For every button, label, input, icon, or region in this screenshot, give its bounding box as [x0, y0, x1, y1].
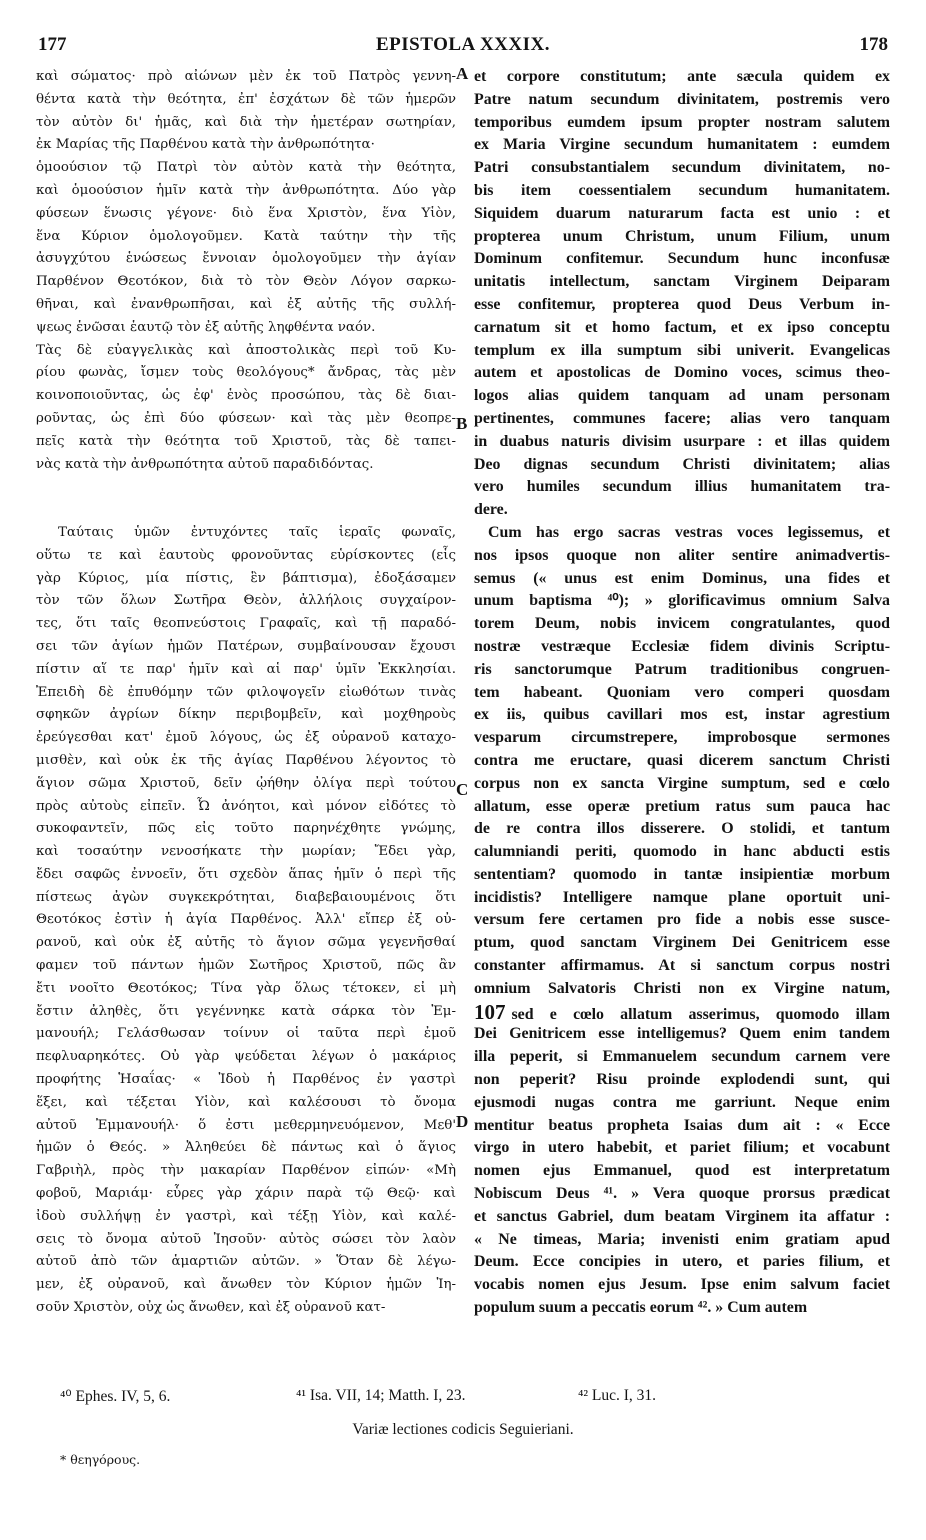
- page-number-right: 178: [859, 34, 888, 55]
- latin-line: non peperit? Risu proinde explodendi sunt, qui: [474, 1071, 890, 1089]
- latin-line: vocabis nomen ejus Jesum. Ipse enim salvum faciet: [474, 1276, 890, 1294]
- greek-line: πεφλυαρηκότες. Οὐ γὰρ ψεύδεται λέγων ὁ μακάριος: [36, 1049, 456, 1065]
- latin-line: ejusmodi nugas contra me garriunt. Neque enim: [474, 1093, 890, 1111]
- greek-line: Τὰς δὲ εὐαγγελικὰς καὶ ἀποστολικὰς περὶ τοῦ Κυ-: [36, 342, 456, 358]
- latin-line: et corpore constitutum; ante sæcula quidem ex: [474, 68, 890, 85]
- greek-line: πίστεως ἀγὼν συγκεκρότηται, διαβεβαιουμένοις ὅτι: [36, 889, 456, 905]
- greek-line: Θεοτόκος ἐστὶν ἡ ἁγία Παρθένος. Ἀλλ' εἴπερ ἐξ οὐ-: [36, 912, 456, 928]
- greek-line: Παρθένον Θεοτόκον, διὰ τὸ τὸν Θεὸν Λόγον σαρκω-: [36, 274, 456, 290]
- latin-line: Nobiscum Deus ⁴¹. » Vera quoque prorsus prædicat: [474, 1185, 890, 1203]
- latin-line: Deum. Ecce concipies in utero, et paries filium, et: [474, 1253, 890, 1271]
- latin-line: calumniandi periti, quomodo in hanc abducti estis: [474, 843, 890, 861]
- latin-line: de re contra illos disserere. O stolidi, et tantum: [474, 820, 890, 838]
- greek-line: ψεως ἑνῶσαι ἑαυτῷ τὸν ἐξ αὐτῆς ληφθέντα ναόν.: [36, 319, 376, 335]
- greek-line: [36, 476, 456, 499]
- variae-heading: Variæ lectiones codicis Seguieriani.: [352, 1421, 574, 1438]
- latin-line: « Ne timeas, Maria; invenisti enim gratiam apud: [474, 1230, 890, 1248]
- latin-line: virgo in utero habebit, et pariet filium; et vocabunt: [474, 1139, 890, 1157]
- greek-line: ρανοῦ, καὶ οὐκ ἐξ αὐτῆς τὸ ἅγιον σῶμα γεγενῆσθαί: [36, 935, 456, 951]
- page-title: EPISTOLA XXXIX.: [376, 34, 550, 55]
- latin-line: nos ipsos quoque non aliter sentire animadvertis-: [474, 546, 890, 564]
- latin-line: templum ex illa sumptum sibi univerit. Evangelicas: [474, 341, 890, 359]
- greek-line: φύσεων ἕνωσις γέγονε· διὸ ἕνα Χριστὸν, ἕνα Υἱὸν,: [36, 205, 456, 221]
- greek-line: ἔτι νοοῖτο Θεοτόκος; Τίνα γὰρ ὅλως τέτοκεν, εἰ μὴ: [36, 980, 456, 996]
- greek-line: σφηκῶν ἀγρίων δίκην περιβομβεῖν, καὶ μοχθηροὺς: [36, 707, 456, 723]
- latin-line: Cum has ergo sacras vestras voces legissemus, et: [488, 523, 890, 541]
- latin-line: vesparum circumstrepere, improbosque sermones: [474, 729, 890, 747]
- latin-line: logos alias quidem tanquam ad unam personam: [474, 387, 890, 405]
- latin-line: sententiam? quomodo in tantæ insipientiæ morbum: [474, 865, 890, 883]
- greek-line: ἰδοὺ συλλήψῃ ἐν γαστρὶ, καὶ τέξῃ Υἱὸν, καὶ καλέ-: [36, 1208, 456, 1224]
- greek-line: θέντα κατὰ τὴν θεότητα, ἐπ' ἐσχάτων δὲ τῶν ἡμερῶν: [36, 91, 456, 107]
- greek-line: ὁμοούσιον τῷ Πατρὶ τὸν αὐτὸν κατὰ τὴν θεότητα,: [36, 160, 456, 176]
- greek-line: ἐρεύγεσθαι κατ' ἐμοῦ λόγους, ὡς ἐξ οὐρανοῦ καταχο-: [36, 730, 456, 746]
- latin-line: propterea unum Christum, unum Filium, unum: [474, 227, 890, 245]
- greek-line: τὸν τῶν ὅλων Σωτῆρα Θεὸν, ἀλλήλοις συγχαίρον-: [36, 593, 456, 609]
- greek-line: φαμεν τοῦ πάντων ἡμῶν Σωτῆρος Χριστοῦ, πῶς ἂν: [36, 958, 456, 974]
- greek-line: ἔστιν ἀληθὲς, ὅτι γεγέννηκε κατὰ σάρκα τὸν Ἐμ-: [36, 1003, 456, 1019]
- greek-line: ἕξει, καὶ τέξεται Υἱὸν, καὶ καλέσουσι τὸ ὄνομα: [36, 1094, 456, 1110]
- greek-line: καὶ σώματος· πρὸ αἰώνων μὲν ἐκ τοῦ Πατρὸς γεννη-: [36, 69, 456, 84]
- latin-line: ris sanctorumque Patrum traditionibus congruen-: [474, 660, 890, 678]
- greek-line: μεν, ἐξ οὐρανοῦ, καὶ ἄνωθεν τὸν Κύριον ἡμῶν Ἰη-: [36, 1277, 456, 1293]
- greek-line: κοινοποιοῦντας, ὡς ἐφ' ἑνὸς προσώπου, τὰς δὲ διαι-: [36, 388, 456, 404]
- latin-line: et sanctus Gabriel, dum beatam Virginem ita affatur :: [474, 1207, 890, 1225]
- greek-line: ἅγιον σῶμα Χριστοῦ, δεῖν ᾠήθην ὀλίγα περὶ τούτου: [36, 775, 456, 791]
- latin-line: tem habeant. Quoniam vero comperi quosdam: [474, 683, 890, 701]
- margin-letter-b: B: [456, 414, 468, 433]
- greek-line: φοβοῦ, Μαριάμ· εὗρες γὰρ χάριν παρὰ τῷ Θεῷ· καὶ: [36, 1186, 456, 1202]
- greek-line: θῆναι, καὶ ἐνανθρωπῆσαι, καὶ ἐξ αὐτῆς τῆς συλλή-: [36, 296, 456, 312]
- latin-line: Patre natum secundum divinitatem, postremis vero: [474, 90, 890, 108]
- margin-letter-d: D: [456, 1112, 469, 1131]
- greek-line: αὐτοῦ Ἐμμανουήλ· ὅ ἐστι μεθερμηνευόμενον, Μεθ': [36, 1117, 456, 1133]
- greek-column: [36, 66, 456, 1320]
- latin-line: incidistis? Intelligere namque plane oportuit uni-: [474, 888, 890, 906]
- latin-column: [474, 66, 890, 1320]
- latin-line: semus (« unus est enim Dominus, una fides et: [474, 569, 890, 587]
- latin-line: nomen ejus Emmanuel, quod est interpretatum: [474, 1162, 890, 1180]
- greek-line: [36, 499, 456, 522]
- greek-line: ροῦντας, ὡς ἐπὶ δύο φύσεων· καὶ τὰς μὲν θεοπρε-: [36, 410, 456, 426]
- latin-line: temporibus eumdem ipsum propter nostram salutem: [474, 113, 890, 131]
- latin-line: dere.: [474, 501, 508, 519]
- greek-line: τὸν αὐτὸν δι' ἡμᾶς, καὶ διὰ τὴν ἡμετέραν σωτηρίαν,: [36, 114, 456, 130]
- latin-line: Deo dignas secundum Christi divinitatem; alias: [474, 455, 890, 473]
- greek-line: μανουήλ; Γελάσθωσαν τοίνυν οἱ ταῦτα περὶ ἐμοῦ: [36, 1026, 456, 1042]
- latin-line: autem et apostolicas de Domino voces, scimus theo-: [474, 364, 890, 382]
- greek-line: σεις τὸ ὄνομα αὐτοῦ Ἰησοῦν· αὐτὸς σώσει τὸν λαὸν: [36, 1231, 456, 1247]
- latin-line: corpus non ex sancta Virgine sumptum, sed e cœlo: [474, 774, 890, 792]
- running-head: [38, 34, 888, 58]
- greek-line: καὶ ὁμοούσιον ἡμῖν κατὰ τὴν ἀνθρωπότητα. Δύο γὰρ: [36, 182, 456, 198]
- greek-line: Ταύταις ὑμῶν ἐντυχόντες ταῖς ἱεραῖς φωναῖς,: [58, 524, 456, 540]
- latin-line: ex Maria Virgine secundum humanitatem : eumdem: [474, 136, 890, 154]
- greek-line: πίστιν αἵ τε παρ' ἡμῖν καὶ αἱ παρ' ὑμῖν Ἐκκλησίαι.: [36, 661, 456, 677]
- greek-line: Ἐπειδὴ δὲ ἐπυθόμην τῶν φιλοψογεῖν εἰωθότων τινὰς: [36, 684, 456, 700]
- latin-line: unitatis intellectum, sanctam Virginem Deiparam: [474, 273, 890, 291]
- margin-letter-c: C: [456, 780, 469, 799]
- latin-line: Patri consubstantialem secundum divinitatem, no-: [474, 159, 890, 177]
- latin-line: constanter affirmamus. At si sanctum corpus nostri: [474, 957, 890, 975]
- greek-line: προφήτης Ἡσαΐας· « Ἰδοὺ ἡ Παρθένος ἐν γαστρὶ: [36, 1072, 456, 1088]
- latin-line: mentitur beatus propheta Isaias dum ait : « Ecce: [474, 1116, 890, 1134]
- latin-line: Dominum confitemur. Secundum hunc inconfusæ: [474, 250, 890, 268]
- greek-line: Γαβριὴλ, πρὸς τὴν μακαρίαν Παρθένον εἰπών· «Μὴ: [36, 1163, 456, 1179]
- variant-note: * θεηγόρους.: [60, 1452, 141, 1467]
- greek-line: πεῖς κατὰ τὴν θεότητα τοῦ Χριστοῦ, τὰς δὲ ταπει-: [36, 433, 456, 449]
- greek-line: ἕνα Κύριον ὁμολογοῦμεν. Κατὰ ταύτην τὴν τῆς: [36, 228, 456, 244]
- greek-line: σοῦν Χριστὸν, οὐχ ὡς ἄνωθεν, καὶ ἐξ οὐρανοῦ κατ-: [36, 1300, 386, 1316]
- latin-line: Siquidem duarum naturarum facta est unio : et: [474, 204, 890, 222]
- latin-line: omnium Salvatoris Christi non ex Virgine natum,: [474, 979, 890, 997]
- greek-line: γὰρ Κύριος, μία πίστις, ἓν βάπτισμα), ἐδοξάσαμεν: [36, 570, 456, 586]
- column-number: 107: [474, 999, 506, 1024]
- greek-line: αὐτοῦ ἀπὸ τῶν ἁμαρτιῶν αὐτῶν. » Ὅταν δὲ λέγω-: [36, 1254, 456, 1270]
- latin-line: esse confitemur, propterea quod Deus Verbum in-: [474, 295, 890, 313]
- greek-line: ἐκ Μαρίας τῆς Παρθένου κατὰ τὴν ἀνθρωπότητα·: [36, 137, 375, 153]
- latin-line: carnatum sit et homo factum, et ex ipso conceptu: [474, 318, 890, 336]
- latin-line: versum fere certamen pro fide a nobis esse susce-: [474, 911, 890, 929]
- latin-line: ex iis, quibus cavillari mos est, instar agrestium: [474, 706, 890, 724]
- latin-line: 107 sed e cœlo allatum asserimus, quomodo illam: [474, 999, 890, 1024]
- footnote: ⁴¹ Isa. VII, 14; Matth. I, 23.: [296, 1387, 466, 1404]
- latin-line: Dei Genitricem esse intelligemus? Quem enim tandem: [474, 1025, 890, 1043]
- footnote: ⁴⁰ Ephes. IV, 5, 6.: [60, 1388, 171, 1405]
- latin-line: contra me eructare, quasi dicerem sanctum Christi: [474, 751, 890, 769]
- latin-line: ptum, quod sanctam Virginem Dei Genitricem esse: [474, 934, 890, 952]
- latin-line: torem Deum, nobis invicem congratulantes, quod: [474, 615, 890, 633]
- greek-line: καὶ τοσαύτην νενοσήκατε τὴν μωρίαν; Ἔδει γὰρ,: [36, 844, 456, 860]
- greek-line: πρὸς αὐτοὺς εἰπεῖν. Ὦ ἀνόητοι, καὶ μόνον εἰδότες τὸ: [36, 798, 456, 814]
- greek-line: οὕτω τε καὶ ἑαυτοὺς φρονοῦντας εὑρίσκοντες (εἷς: [36, 547, 456, 563]
- margin-letter-a: A: [456, 64, 469, 83]
- greek-line: ρίου φωνὰς, ἴσμεν τοὺς θεολόγους* ἄνδρας, τὰς μὲν: [36, 365, 456, 381]
- greek-line: ἀσυγχύτου ἑνώσεως ἔννοιαν ὁμολογοῦμεν τὴν ἁγίαν: [36, 251, 456, 267]
- latin-line: bis item coessentialem secundum humanitatem.: [474, 181, 890, 199]
- greek-line: σει τῶν ἁγίων ἡμῶν Πατέρων, συμβαίνουσαν ἔχουσι: [36, 638, 456, 654]
- page-number-left: 177: [38, 34, 67, 55]
- greek-line: ἔδει σαφῶς ἐννοεῖν, ὅτι σχεδὸν ἅπας ἡμῖν ὁ περὶ τῆς: [36, 866, 456, 882]
- greek-line: συκοφαντεῖν, πῶς εἰς τοῦτο παρηνέχθητε γνώμης,: [36, 821, 456, 837]
- greek-line: μισθὲν, καὶ οὐκ ἐκ τῆς ἁγίας Παρθένου λέγοντος τὸ: [36, 752, 456, 768]
- latin-line: vero humiles secundum illius humanitatem tra-: [474, 478, 890, 496]
- latin-line: in duabus naturis divisim usurpare : et illas quidem: [474, 432, 890, 450]
- greek-line: τες, ὅτι ταῖς θεοπνεύστοις Γραφαῖς, καὶ τῇ παραδό-: [36, 616, 456, 632]
- footnote: ⁴² Luc. I, 31.: [578, 1387, 657, 1404]
- latin-line: pertinentes, communes facere; alias vero tanquam: [474, 409, 890, 427]
- latin-line: allatum, esse operæ pretium ratus sum pauca hac: [474, 797, 890, 815]
- footnotes: [60, 1387, 880, 1409]
- latin-line: populum suum a peccatis eorum ⁴². » Cum autem: [474, 1299, 808, 1317]
- latin-line: nostræ vestræque Ecclesiæ fidem divinis Scriptu-: [474, 637, 890, 655]
- greek-line: ἡμῶν ὁ Θεός. » Ἀληθεύει δὲ πάντως καὶ ὁ ἅγιος: [36, 1140, 456, 1156]
- greek-line: νὰς κατὰ τὴν ἀνθρωπότητα αὐτοῦ παραδιδόντας.: [36, 456, 374, 472]
- latin-line: unum baptisma ⁴⁰); » glorificavimus omnium Salva: [474, 592, 890, 610]
- latin-line: illa peperit, si Emmanuelem secundum carnem vere: [474, 1048, 890, 1066]
